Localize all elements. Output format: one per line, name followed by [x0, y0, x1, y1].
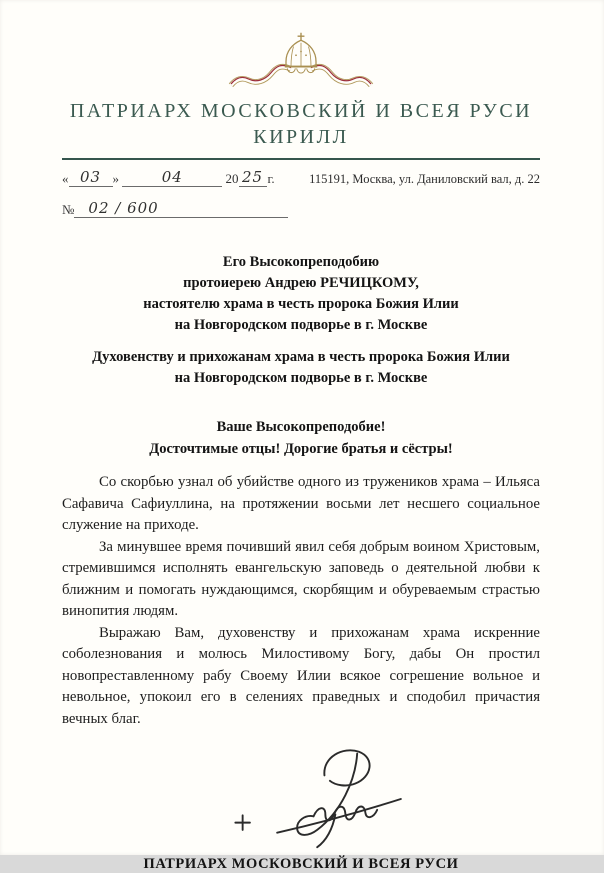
addressee-cc-line: Духовенству и прихожанам храма в честь пророка Божия Илии — [92, 349, 510, 365]
addressee-line: Его Высокопреподобию — [222, 254, 380, 270]
handwritten-signature-kirill-icon — [219, 744, 419, 854]
date-year-prefix: 20 — [225, 171, 239, 186]
date-day-handwritten: 03 — [79, 168, 102, 186]
letterhead-title-line2: КИРИЛЛ — [253, 126, 349, 148]
addressee-line: протоиерею Андрею РЕЧИЦКОМУ, — [183, 275, 419, 291]
addressee-line: на Новгородском подворье в г. Москве — [174, 317, 428, 333]
body-paragraph: Выражаю Вам, духовенству и прихожанам храма искренние соболезнования и молюсь Милостивому Богу, дабы Он простил новопреставленному рабу Своему Илии всякое согрешение вольное и невольное, упокоил его в селениях праведных и сподобил причастия вечных благ. — [62, 624, 540, 727]
letterhead-divider — [62, 158, 540, 160]
body-paragraph: Со скорбью узнал об убийстве одного из тружеников храма – Ильяса Сафавича Сафиуллина, на протяжении восьми лет несшего социальное служение на приходе. — [62, 474, 540, 533]
closing-title: ПАТРИАРХ МОСКОВСКИЙ И ВСЕЯ РУСИ — [143, 856, 459, 872]
date-year-handwritten: 25 — [241, 168, 264, 186]
letterhead-emblem — [62, 0, 540, 93]
date-month-handwritten: 04 — [161, 168, 183, 186]
signature-area — [62, 744, 540, 854]
number-handwritten: 02 / 600 — [88, 199, 159, 217]
date-line — [62, 169, 288, 187]
addressee-cc-block — [62, 347, 540, 389]
patriarchal-crown-ribbons-icon — [226, 30, 376, 93]
body-paragraph: За минувшее время почивший явил себя добрым воином Христовым, стремившимся исполнять евангельскую заповедь о деятельной любви к ближним и помогать нуждающимся, скорбящим и обуреваемым страстью винопития людям. — [62, 538, 540, 619]
addressee-block — [62, 252, 540, 336]
addressee-cc-line: на Новгородском подворье в г. Москве — [174, 370, 428, 386]
date-quote-close: » — [112, 171, 119, 186]
date-quote-open: « — [62, 171, 69, 186]
salutation-line: Ваше Высокопреподобие! — [216, 419, 386, 435]
date-year-suffix: г. — [267, 171, 275, 186]
letterhead-title-line1: ПАТРИАРХ МОСКОВСКИЙ И ВСЕЯ РУСИ — [69, 100, 533, 122]
number-sign: № — [62, 202, 75, 217]
outgoing-number-line — [62, 200, 288, 218]
letterhead-postal-address: 115191, Москва, ул. Даниловский вал, д. 22 — [309, 172, 540, 186]
addressee-line: настоятелю храма в честь пророка Божия Илии — [143, 296, 459, 312]
salutation-line: Досточтимые отцы! Дорогие братья и сёстры! — [149, 441, 453, 457]
letter-body — [62, 472, 540, 730]
salutation-block — [62, 416, 540, 460]
